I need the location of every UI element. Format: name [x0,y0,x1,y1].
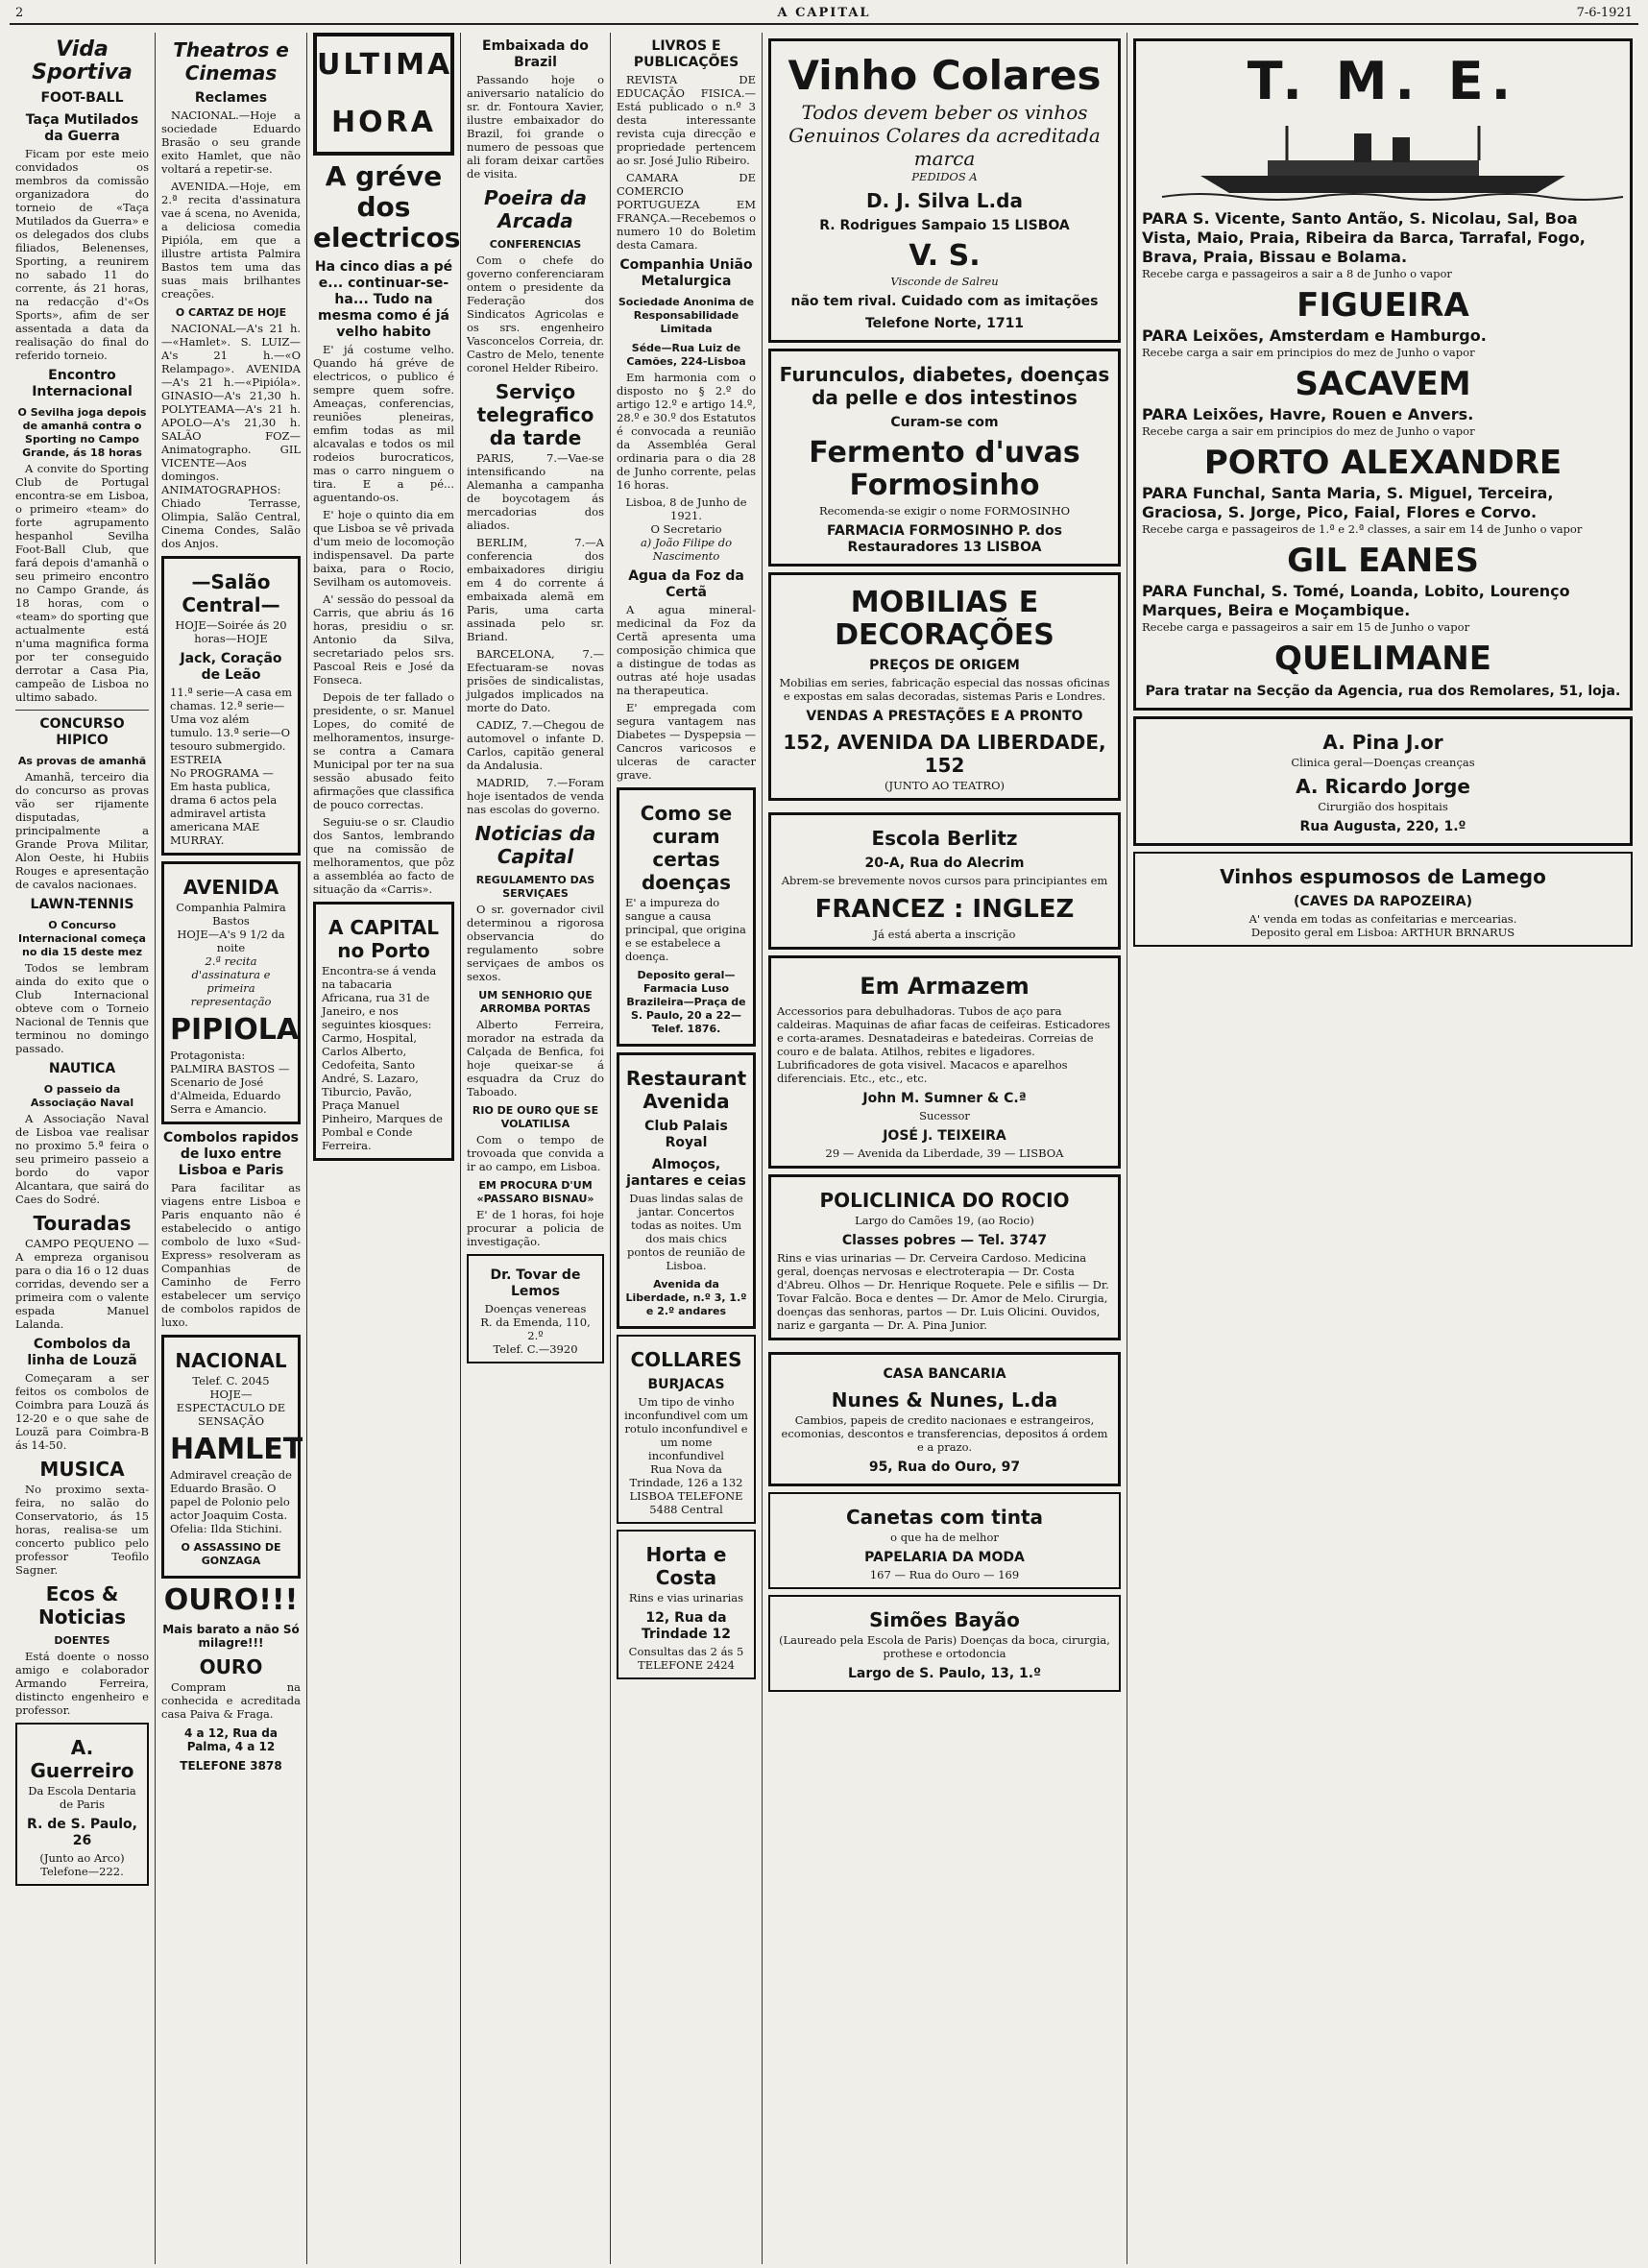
ad-next: O ASSASSINO DE GONZAGA [181,1541,281,1567]
heading-football: FOOT-BALL [40,90,124,106]
ship-name: SACAVEM [1295,365,1471,403]
ad-text: Rins e vias urinarias — Dr. Cerveira Cardoso. Medicina geral, doenças nervosas e electroterapia — Dr. Costa d'Abreu. Olhos — Dr. Henrique Roquete. Pele e sifilis — Dr. Tovar Falcão. Boca e dentes — Dr. Amor de Melo. Cirurgia, doenças das senhoras, partos — Dr. Luis Olicini. Ouvidos, nariz e garganta — Dr. A. Pina Junior. [777,1251,1109,1332]
ad-text: No PROGRAMA — Em hasta publica, drama 6 actos pela admiravel artista americana MAE MURRAY. [170,766,278,847]
ad-depot: Deposito geral—Farmacia Luso Brazileira—Praça de S. Paulo, 20 a 22—Telef. 1876. [626,969,746,1035]
ad-firm: D. J. Silva L.da [866,189,1023,212]
heading: Combolos da linha de Louzã [27,1337,137,1368]
article-text: Alberto Ferreira, morador na estrada da Calçada de Benfica, foi hoje queixar-se á esquadra da Cruz do Taboado. [467,1018,604,1098]
ad-sub: Club Palais Royal [644,1119,728,1150]
ad-product: Fermento d'uvas Formosinho [809,436,1080,502]
heading: Agua da Foz da Certã [628,568,744,600]
article-text: E' empregada com segura vantagem nas Diabetes — Dyspepsia — Cancros varicosos e ulceras de caracter grave. [617,701,756,782]
ad-text: Abrem-se brevemente novos cursos para principiantes em [781,874,1108,887]
ad-berlitz [768,812,1121,950]
column-ultima-hora [307,33,461,2264]
ad-sub: (CAVES DA RAPOZEIRA) [1294,894,1472,909]
column-advertising-1 [763,33,1127,2264]
ad-sub: PREÇOS DE ORIGEM [869,658,1020,673]
ad-note: não tem rival. Cuidado com as imitações [790,294,1099,309]
ad-play: PIPIOLA [170,1013,300,1047]
ad-text: E' a impureza do sangue a causa principal, que origina e se estabelece a doença. [625,896,746,963]
ad-line: Curam-se com [890,415,999,430]
ad-text: Accessorios para debulhadoras. Tubos de aço para caldeiras. Maquinas de afiar facas de ceifeiras. Esticadores e corta-arames. Desnatadeiras e batedeiras. Correias de couro e de balata. Atilhos, rebites e ligadores. Lubrificadores de gota visivel. Macacos e aparelhos diferenciais. Etc., etc., etc. [777,1004,1111,1085]
notice-title: A CAPITAL no Porto [327,916,439,962]
article-text: Passando hoje o aniversario natalício do sr. dr. Fontoura Xavier, ilustre embaixador do Brazil, foi grande o numero de pessoas que ali foram deixar cartões de visita. [467,73,604,181]
heading: LAWN-TENNIS [30,897,134,912]
ad-sub: 2.ª recita d'assinatura e primeira representação [190,954,272,1008]
ad-note: Já está aberta a inscrição [873,928,1016,941]
heading: NAUTICA [48,1061,116,1076]
issue-date: 7-6-1921 [1576,6,1633,20]
article-text: AVENIDA.—Hoje, em 2.ª recita d'assinatura vae á scena, no Avenida, a deliciosa comedia Pipióla, em que a illustre artista Palmira Bastos tem uma das suas mais brilhantes creações. [161,180,301,301]
ad-collares [617,1335,756,1524]
article-text: Todos se lembram ainda do exito que o Club Internacional obteve com o Torneio Nacional de Tennis que terminou no domingo passado. [15,961,149,1055]
column-theatres [156,33,307,2264]
ad-phone: TELEFONE 2424 [638,1658,735,1672]
ad-text: Admiravel creação de Eduardo Brasão. O papel de Polonio pelo actor Joaquim Costa. Ofelia: Ilda Stichini. [170,1468,292,1535]
ad-tovar-lemos [467,1254,604,1363]
heading: Encontro Internacional [32,368,133,399]
column-shipping [1127,33,1638,2264]
heading: Embaixada do Brazil [482,38,589,70]
article-text: PARIS, 7.—Vae-se intensificando na Alemanha a campanha de boycotagem ás mercadorias dos aliados. [467,451,604,532]
shipping-note: Recebe carga e passageiros a sair a 8 de Junho o vapor [1142,267,1452,280]
ad-salao-central [161,556,301,856]
ad-phone: (Junto ao Arco) Telefone—222. [39,1851,125,1878]
ad-title: Simões Bayão [869,1608,1020,1631]
article-text: O sr. governador civil determinou a rigorosa observancia do regulamento sobre serviçaes de ambos os sexos. [467,903,604,983]
article-text: Depois de ter fallado o presidente, o sr. Manuel Lopes, do comité de melhoramentos, insurge-se contra a Camara Municipal por ter na sua sessão abusado feito afirmações que classifica de pouco correctas. [313,690,454,811]
ad-horta-costa [617,1530,756,1679]
ad-phone: TELEFONE 3878 [180,1759,282,1773]
ad-title: T. M. E. [1247,51,1519,111]
ad-address: R. de S. Paulo, 26 [27,1817,137,1848]
signature-name: a) João Filipe do Nascimento [640,536,733,563]
ad-policlinica [768,1174,1121,1340]
ad-sub: Rins e vias urinarias [628,1591,744,1604]
ad-text: Duas lindas salas de jantar. Concertos todas as noites. Um dos mais chics pontos de reunião de Lisboa. [626,1192,745,1272]
article-text: CAMPO PEQUENO — A empreza organisou para o dia 16 o 12 duas corridas, devendo ser a primeira com o valente espada Manuel Lalanda. [15,1237,149,1331]
ad-title: POLICLINICA DO ROCIO [819,1189,1070,1212]
ad-shop: PAPELARIA DA MODA [864,1550,1025,1565]
subheading: O passeio da Associação Naval [30,1083,134,1109]
article-text: CAMARA DE COMERCIO PORTUGUEZA EM FRANÇA.—Recebemos o numero 10 do Boletim desta Camara. [617,171,756,252]
ad-title: Vinho Colares [788,52,1102,99]
ad-phone: Telef. C. 2045 [192,1374,270,1387]
ad-simoes-bayao [768,1595,1121,1692]
article-text: Seguiu-se o sr. Claudio dos Santos, lembrando que na comissão de melhoramentos, que pôz a assembléa ao facto de situação da «Carris». [313,815,454,896]
ad-address: Rua Augusta, 220, 1.º [1299,819,1466,834]
ad-certas-doencas [617,787,756,1047]
ship-name: FIGUEIRA [1297,286,1469,325]
ad-sales: VENDAS A PRESTAÇÕES E A PRONTO [806,709,1083,724]
ad-pina [1133,716,1633,846]
shipping-note: Recebe carga e passageiros a sair em 15 de Junho o vapor [1142,620,1470,634]
article-text: Para facilitar as viagens entre Lisboa e Paris enquanto não é estabelecido o antigo combolo de luxo «Sud-Express» resolveram as Companhias de Caminho de Ferro estabelecer um serviço de combolos rapidos de luxo. [161,1181,301,1329]
article-text: E' de 1 horas, foi hoje procurar a policia de investigação. [467,1208,604,1248]
ad-play: HAMLET [170,1433,303,1466]
article-text: CADIZ, 7.—Chegou de automovel o infante D. Carlos, capitão general da Andalusia. [467,718,604,772]
heading: UM SENHORIO QUE ARROMBA PORTAS [478,989,593,1015]
ad-address: Avenida da Liberdade, n.º 3, 1.º e 2.º andares [625,1278,747,1317]
column-publications [611,33,763,2264]
ad-title: Horta e Costa [645,1543,727,1589]
ad-title: NACIONAL [175,1349,287,1372]
ad-mobilias [768,572,1121,801]
ad-sub: BURJACAS [647,1377,725,1392]
ad-text: Protagonista: PALMIRA BASTOS — Scenario de José d'Almeida, Eduardo Serra e Amancio. [170,1049,290,1116]
ad-firm: John M. Sumner & C.ª [862,1091,1027,1106]
signature-role: O Secretario [650,522,722,536]
section-title-sports: Vida Sportiva [32,37,133,84]
ad-text: Mobilias em series, fabricação especial das nossas oficinas e expostas em salas decoradas, sistemas Paris e Londres. [779,676,1110,703]
ad-film: Jack, Coração de Leão [180,651,282,683]
section-title-theatres: Theatros e Cinemas [173,38,289,84]
article-text: A convite do Sporting Club de Portugal encontra-se em Lisboa, o primeiro «team» do forte agrupamento hespanhol Sevilha Foot-Ball Club, que fará depois d'amanhã o seu primeiro encontro no Campo Grande, ás 18 horas, com o «team» do sporting que actualmente está n'uma magnifica forma por ter conseguido derrotar a Casa Pia, campeão de Lisboa no ultimo sabado. [15,462,149,704]
ad-ouro-sub: Mais barato a não Só milagre!!! [162,1623,300,1650]
ship-name: QUELIMANE [1274,639,1491,678]
article-text: A agua mineral-medicinal da Foz da Certã apresenta uma composição chimica que a distingue de todas as outras até hoje usadas na therapeutica. [617,603,756,697]
ad-sub: o que ha de melhor [890,1531,999,1544]
heading: O CARTAZ DE HOJE [175,306,287,319]
ad-title: Como se curam certas doenças [640,802,733,894]
heading: CONCURSO HIPICO [39,716,125,748]
ad-text: Clinica geral—Doenças creanças [1291,756,1475,769]
article-text: No proximo sexta-feira, no salão do Conservatorio, ás 15 horas, realisa-se um concerto publico pelo professor Teofilo Sagner. [15,1483,149,1577]
ad-title: A. Ricardo Jorge [1296,775,1470,798]
ad-name: JOSÉ J. TEIXEIRA [883,1128,1006,1144]
ad-title: AVENIDA [182,876,279,899]
ad-address: R. Rodrigues Sampaio 15 LISBOA [819,218,1070,233]
shipping-note: Recebe carga e passageiros de 1.ª e 2.ª classes, a sair em 14 de Junho o vapor [1142,522,1583,536]
subheadline: Ha cinco dias a pé e... continuar-se-ha... Tudo na mesma como é já velho habito [314,259,453,340]
subheading: O Concurso Internacional começa no dia 15 deste mez [18,919,146,958]
ad-text: A' venda em todas as confeitarias e mercearias. [1248,912,1517,926]
ad-vinho-colares [768,38,1121,343]
ad-note: (JUNTO AO TEATRO) [885,779,1005,792]
ad-title: —Salão Central— [182,570,280,616]
subheading: Sociedade Anonima de Responsabilidade Limitada [618,296,755,335]
heading: CONFERENCIAS [489,238,582,251]
ad-phone: Telefone Norte, 1711 [864,316,1025,331]
heading: Taça Mutilados da Guerra [25,112,139,144]
article-text: Começaram a ser feitos os combolos de Coimbra para Louzã ás 12-20 e o que sahe de Louzã para Coimbra-B ás 14-50. [15,1371,149,1452]
ad-line: PEDIDOS A [911,170,978,183]
ad-line: Doenças venereas [484,1302,587,1315]
ad-sub: Todos devem beber os vinhos Genuinos Colares da acreditada marca [788,101,1101,170]
heading: RIO DE OURO QUE SE VOLATILISA [472,1104,599,1130]
article-text: E' já costume velho. Quando há gréve de electricos, o publico é sempre quem sofre. Ameaças, conferencias, reuniões pleneiras, emfim todas as mil alcavalas e todos os mil rodeios burocraticos, mas o carro ninguem o tira. E a pé... aguentando-os. [313,343,454,504]
ad-canetas [768,1492,1121,1589]
ad-title: CASA BANCARIA [883,1366,1006,1382]
subheading: Séde—Rua Luiz de Camões, 224-Lisboa [626,342,746,368]
article-text: A' sessão do pessoal da Carris, que abriu ás 16 horas, presidiu o sr. Antonio da Silva, secretariado pelos srs. Pascoal Reis e José da Fonseca. [313,592,454,687]
ad-em-armazem [768,955,1121,1169]
ad-line: Da Escola Dentaria de Paris [28,1784,136,1811]
notice-text: Encontra-se á venda na tabacaria Africana, rua 31 de Janeiro, e nos seguintes kiosques: Carmo, Hospital, Carlos Alberto, Cedofeita, Santo André, S. Lazaro, Tiburcio, Pavão, Praça Manuel Pinheiro, Marques de Pombal e Conde Ferreira. [322,964,443,1152]
article-text: Está doente o nosso amigo e colaborador Armando Ferreira, distincto engenheiro e professor. [15,1650,149,1717]
ad-text: Um tipo de vinho inconfundivel com um rotulo inconfundivel e um nome inconfundivel [624,1395,748,1462]
ad-line: HOJE—Soirée ás 20 horas—HOJE [175,618,287,645]
ad-title: A. Guerreiro [30,1736,134,1782]
shipping-destinations: PARA Leixões, Havre, Rouen e Anvers. [1142,405,1474,423]
heading: Touradas [33,1212,132,1235]
article-text: REVISTA DE EDUCAÇÃO FISICA.— Está publicado o n.º 3 desta interessante revista cuja direcção e propriedade pertencem ao sr. José Julio Ribeiro. [617,73,756,167]
ad-text: 11.ª serie—A casa em chamas. 12.ª serie—Uma voz além tumulo. 13.ª serie—O tesouro submergido. ESTREIA [170,686,292,766]
newspaper-title: A CAPITAL [777,6,871,20]
ad-casa-bancaria [768,1352,1121,1486]
article-text: NACIONAL—A's 21 h.—«Hamlet». S. LUIZ—A's 21 h.—«O Relampago». AVENIDA—A's 21 h.—«Pipióla». GINASIO—A's 21,30 h. POLYTEAMA—A's 21 h. APOLO—A's 21,30 h. SALÃO FOZ—Animatographo. GIL VICENTE—Aos domingos. ANIMATOGRAPHOS: Chiado Terrasse, Olimpia, Salão Central, Cinema Condes, Salão dos Anjos. [161,322,301,550]
heading: Combolos rapidos de luxo entre Lisboa e Paris [163,1130,299,1178]
ad-company: Companhia Palmira Bastos [176,901,286,928]
ship-name: PORTO ALEXANDRE [1203,444,1563,482]
ad-title: A. Pina J.or [1322,731,1443,754]
ad-address: 29 — Avenida da Liberdade, 39 — LISBOA [825,1146,1064,1160]
section-title-poeira: Poeira da Arcada [484,186,587,232]
ad-hours: Consultas das 2 ás 5 [628,1645,744,1658]
ad-succ: Sucessor [919,1109,970,1122]
shipping-destinations: PARA Funchal, Santa Maria, S. Miguel, Terceira, Graciosa, S. Jorge, Pico, Faial, Flores e Corvo. [1142,484,1554,521]
ad-ouro-title: OURO!!! [163,1583,299,1617]
ad-address: 167 — Rua do Ouro — 169 [869,1568,1020,1581]
subheading: As provas de amanhã [17,755,147,767]
subheading: DOENTES [54,1634,110,1647]
ad-address: 4 a 12, Rua da Palma, 4 a 12 [184,1726,278,1753]
shipping-destinations: PARA Leixões, Amsterdam e Hamburgo. [1142,326,1487,345]
steamship-icon [1142,116,1624,203]
article-text: A Associação Naval de Lisboa vae realisar no proximo 5.ª feira o seu primeiro passeio a bordo do vapor Alcantara, que sairá do Caes do Sodré. [15,1112,149,1206]
ad-title: COLLARES [630,1348,742,1371]
heading: LIVROS E PUBLICAÇÕES [633,38,739,70]
ad-text: Cirurgião dos hospitais [1318,800,1448,813]
heading: REGULAMENTO DAS SERVIÇAES [475,874,595,900]
ad-vinhos-lamego [1133,852,1633,947]
ad-ouro-heading: OURO [199,1655,263,1678]
ad-depot: Deposito geral em Lisboa: ARTHUR BRNARUS [1250,926,1515,939]
ad-address: Rua Nova da Trindade, 126 a 132 LISBOA TELEFONE 5488 Central [629,1462,743,1516]
ad-row [768,807,1121,1346]
article-text: BARCELONA, 7.—Efectuaram-se novas prisões de sindicalistas, julgados implicados na morte do Dato. [467,647,604,714]
article-text: BERLIM, 7.—A conferencia dos embaixadores dirigiu em 4 do corrente á embaixada alemã em Paris, uma carta assinada pelo sr. Briand. [467,536,604,643]
heading: Reclames [194,90,268,106]
shipping-agency: Para tratar na Secção da Agencia, rua dos Remolares, 51, loja. [1145,684,1621,699]
ad-title: Dr. Tovar de Lemos [490,1267,581,1299]
ad-title: Canetas com tinta [845,1506,1043,1529]
ad-tme [1133,38,1633,711]
heading: Ecos & Noticias [37,1582,126,1629]
article-text: NACIONAL.—Hoje a sociedade Eduardo Brasão o seu grande exito Hamlet, que não voltará a repetir-se. [161,109,301,176]
ad-guerreiro [15,1723,149,1886]
ad-text: Cambios, papeis de credito nacionaes e estrangeiros, ecomonias, descontos e transferencias, depositos á ordem e a prazo. [781,1413,1108,1454]
shipping-note: Recebe carga a sair em principios do mez de Junho o vapor [1142,346,1475,359]
signature-date: Lisboa, 8 de Junho de 1921. [625,495,747,522]
ad-title: Em Armazem [860,973,1030,1000]
ad-languages: FRANCEZ : INGLEZ [814,895,1075,924]
ad-phone: Telef. C.—3920 [493,1342,578,1356]
section-title-noticias: Noticias da Capital [474,822,596,868]
column-sports [10,33,156,2264]
shipping-note: Recebe carga a sair em principios do mez de Junho o vapor [1142,424,1475,438]
ad-address: Largo do Camões 19, (ao Rocio) [855,1214,1034,1227]
ad-column-left [768,807,1121,1346]
banner-ultima-hora: ULTIMA HORA [313,33,454,156]
ad-line: HOJE—A's 9 1/2 da noite [177,928,285,954]
ad-title: MOBILIAS E DECORAÇÕES [835,586,1054,652]
ad-restaurant-avenida [617,1052,756,1329]
ad-text: (Laureado pela Escola de Paris) Doenças da boca, cirurgia, prothese e ortodoncia [779,1633,1110,1660]
article-text: Com o chefe do governo conferenciaram ontem o presidente da Federação dos Sindicatos Agricolas e os srs. engenheiro Vasconcelos Correia, dr. Castro de Melo, tenente coronel Helder Ribeiro. [467,253,604,374]
subheading: O Sevilha joga depois de amanhã contra o Sporting no Campo Grande, ás 18 horas [17,406,147,459]
heading-telegraph: Serviço telegrafico da tarde [476,380,594,449]
article-text: MADRID, 7.—Foram hoje isentados de venda nas escolas do governo. [467,776,604,816]
ad-title: Furunculos, diabetes, doenças da pelle e dos intestinos [779,363,1110,409]
ship-name: GIL EANES [1287,542,1479,580]
ad-formosinho [768,349,1121,567]
ad-nacional [161,1335,301,1579]
notice-capital-porto [313,902,454,1161]
ad-address: Largo de S. Paulo, 13, 1.º [848,1666,1041,1681]
article-text: Com o tempo de trovoada que convida a ir ao campo, em Lisboa. [467,1133,604,1173]
ad-line: Classes pobres — Tel. 3747 [841,1233,1048,1248]
shipping-destinations: PARA Funchal, S. Tomé, Loanda, Lobito, Lourenço Marques, Beira e Moçambique. [1142,582,1570,619]
article-text: Amanhã, terceiro dia do concurso as provas vão ser rijamente disputadas, principalmente a Grande Prova Militar, Alon Oeste, hi Hubiis Rouges e apresentação de cavalos nacionaes. [15,770,149,891]
ad-mark-sub: Visconde de Salreu [890,275,999,288]
ad-text: Compram na conhecida e acreditada casa Paiva & Fraga. [161,1680,301,1721]
heading: MUSICA [39,1458,125,1481]
headline-strike: A gréve dos electricos [313,160,461,253]
ad-line: HOJE—ESPECTACULO DE SENSAÇÃO [176,1387,286,1428]
heading: Companhia União Metalurgica [619,257,753,289]
ad-title: Restaurant Avenida [625,1067,747,1113]
ad-text: Recomenda-se exigir o nome FORMOSINHO [818,504,1071,518]
ad-avenida [161,861,301,1124]
shipping-destinations: PARA S. Vicente, Santo Antão, S. Nicolau, Sal, Boa Vista, Maio, Praia, Ribeira da Barca, Tarrafal, Fogo, Brava, Praia, Bissau e Bolama. [1142,209,1586,266]
ad-title: Escola Berlitz [871,827,1018,850]
heading: EM PROCURA D'UM «PASSARO BISNAU» [476,1179,594,1205]
ad-address: 152, AVENIDA DA LIBERDADE, 152 [783,731,1106,777]
ad-address: 12, Rua da Trindade 12 [641,1610,732,1642]
ad-address: FARMACIA FORMOSINHO P. dos Restauradores 13 LISBOA [827,523,1062,555]
article-text: E' hoje o quinto dia em que Lisboa se vê privada d'um meio de locomoção indispensavel. Da parte baixa, para o Rocio, Sevilham os automoveis. [313,508,454,589]
ad-line: Almoços, jantares e ceias [626,1157,746,1189]
ad-name: Nunes & Nunes, L.da [831,1388,1058,1411]
column-news [461,33,611,2264]
ad-address: 95, Rua do Ouro, 97 [868,1460,1021,1475]
ad-title: Vinhos espumosos de Lamego [1220,865,1546,888]
article-text: Em harmonia com o disposto no § 2.º do artigo 12.º e artigo 14.º, 28.º e 30.º dos Estatutos é convocada a reunião da Assembléa Geral ordinaria para o dia 28 de Junho corrente, pelas 16 horas. [617,371,756,492]
page-number: 2 [15,6,24,20]
article-text: Ficam por este meio convidados os membros da comissão organizadora do torneio de «Taça Mutilados da Guerra» e os delegados dos clubs filiados, Belenenses, Sporting, a reunirem no sabado 11 do corrente, ás 21 horas, na redacção d'«Os Sports», afim de ser assentada a data da realisação do final do referido torneio. [15,147,149,362]
masthead [10,6,1638,25]
ad-address: R. da Emenda, 110, 2.º [480,1315,591,1342]
ad-mark: V. S. [909,239,981,273]
ad-address: 20-A, Rua do Alecrim [864,856,1025,871]
